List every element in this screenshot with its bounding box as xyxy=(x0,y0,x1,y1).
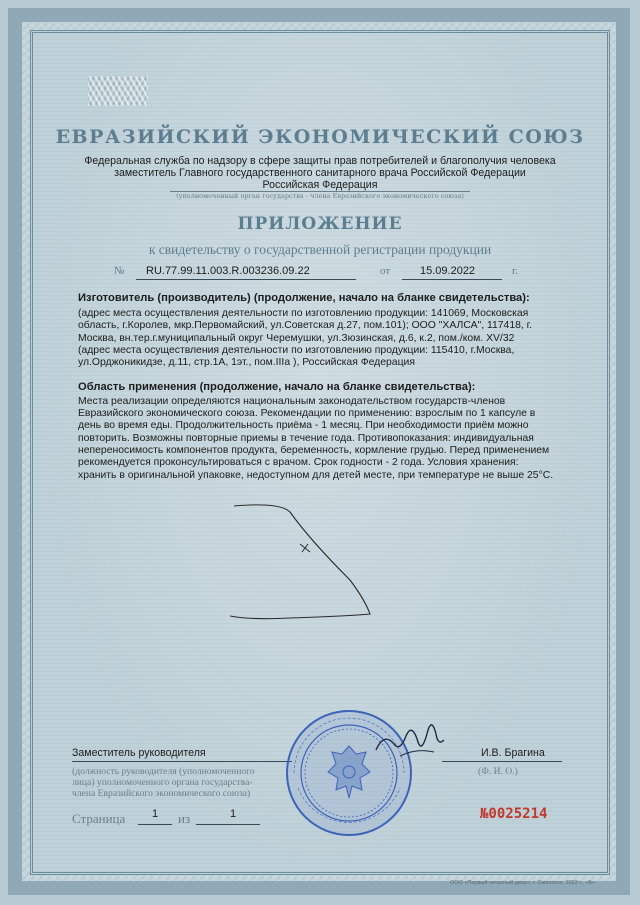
scope-line-3: день во время еды. Продолжительность приёма - 1 месяц. При необходимости приём можно xyxy=(78,420,529,431)
position-caption-2: лица) уполномоченного органа государства- xyxy=(72,777,253,788)
scope-line-2: Евразийского экономического союза. Рекомендации по применению: взрослым по 1 капсуле в xyxy=(78,408,536,419)
position-caption-1: (должность руководителя (уполномоченного xyxy=(72,766,255,777)
manufacturer-heading: Изготовитель (производитель) (продолжение, начало на бланке свидетельства): xyxy=(78,292,530,304)
org-caption-text: (уполномоченный орган государства - члена Евразийского экономического союза) xyxy=(170,191,470,200)
org-line-2: заместитель Главного государственного санитарного врача Российской Федерации xyxy=(114,167,526,179)
guilloche-pattern xyxy=(88,76,148,106)
date-underline xyxy=(402,279,502,280)
org-caption xyxy=(0,192,640,200)
manufacturer-line-1: (адрес места осуществления деятельности по изготовлению продукции: 141069, Московская xyxy=(78,308,529,319)
page-total: 1 xyxy=(230,808,237,820)
signer-name: И.В. Брагина xyxy=(481,747,545,759)
number-label: № xyxy=(114,265,125,277)
page-underline xyxy=(138,824,172,825)
scope-line-5: непереносимость компонентов продукта, беременность, кормление грудью. Перед применением xyxy=(78,445,550,456)
page-number: 1 xyxy=(152,808,159,820)
org-line-3: Российская Федерация xyxy=(262,179,378,191)
of-label: из xyxy=(178,811,191,826)
page-label: Страница xyxy=(72,811,126,826)
scope-line-4: повторить. Возможны повторные приемы в течение года. Противопоказания: индивидуальная xyxy=(78,433,534,444)
scope-heading: Область применения (продолжение, начало на бланке свидетельства): xyxy=(78,381,476,393)
serial-number: №0025214 xyxy=(480,806,548,822)
manufacturer-line-3: Москва, вн.тер.г.муниципальный округ Черемушки, ул.Зюзинская, д.6, к.2, пом./ком. XV/32 xyxy=(78,333,515,344)
certificate-number: RU.77.99.11.003.R.003236.09.22 xyxy=(146,265,310,277)
appendix-title: ПРИЛОЖЕНИЕ xyxy=(237,214,403,234)
manufacturer-line-4: (адрес места осуществления деятельности по изготовлению продукции: 115410, г.Москва, xyxy=(78,345,515,356)
name-underline xyxy=(442,761,562,762)
signer-position: Заместитель руководителя xyxy=(72,747,206,759)
year-suffix: г. xyxy=(512,265,519,277)
position-caption-3: члена Евразийского экономического союза) xyxy=(72,788,251,799)
scope-line-1: Места реализации определяются национальным законодательством государств-членов xyxy=(78,396,506,407)
scope-line-7: хранить в оригинальной упаковке, недоступном для детей месте, при температуре не выше 25°С. xyxy=(78,470,554,481)
appendix-subtitle: к свидетельству о государственной регистрации продукции xyxy=(148,242,492,257)
total-underline xyxy=(196,824,260,825)
number-underline xyxy=(136,279,356,280)
manufacturer-line-5: ул.Орджоникидзе, д.11, стр.1А, 1эт., пом.IIIа ), Российская Федерация xyxy=(78,357,415,368)
scope-line-6: рекомендуется проконсультироваться с врачом. Срок годности - 2 года. Условия хранения: xyxy=(78,457,519,468)
z-cancellation-mark xyxy=(230,500,390,630)
name-caption: (Ф. И. О.) xyxy=(478,766,518,777)
position-underline xyxy=(72,761,292,762)
certificate-date: 15.09.2022 xyxy=(420,265,476,277)
printer-footer: ООО «Первый печатный двор», г. Смоленск, 2022 г., «Б» xyxy=(450,880,596,886)
org-line-1: Федеральная служба по надзору в сфере защиты прав потребителей и благополучия человека xyxy=(84,155,556,167)
union-title: ЕВРАЗИЙСКИЙ ЭКОНОМИЧЕСКИЙ СОЮЗ xyxy=(55,126,585,148)
handwritten-signature xyxy=(370,712,450,762)
manufacturer-line-2: область, г.Королев, мкр.Первомайский, ул.Советская д.27, пом.101); ООО "ХАЛСА", 117418, г. xyxy=(78,320,533,331)
date-from-label: от xyxy=(380,265,391,277)
